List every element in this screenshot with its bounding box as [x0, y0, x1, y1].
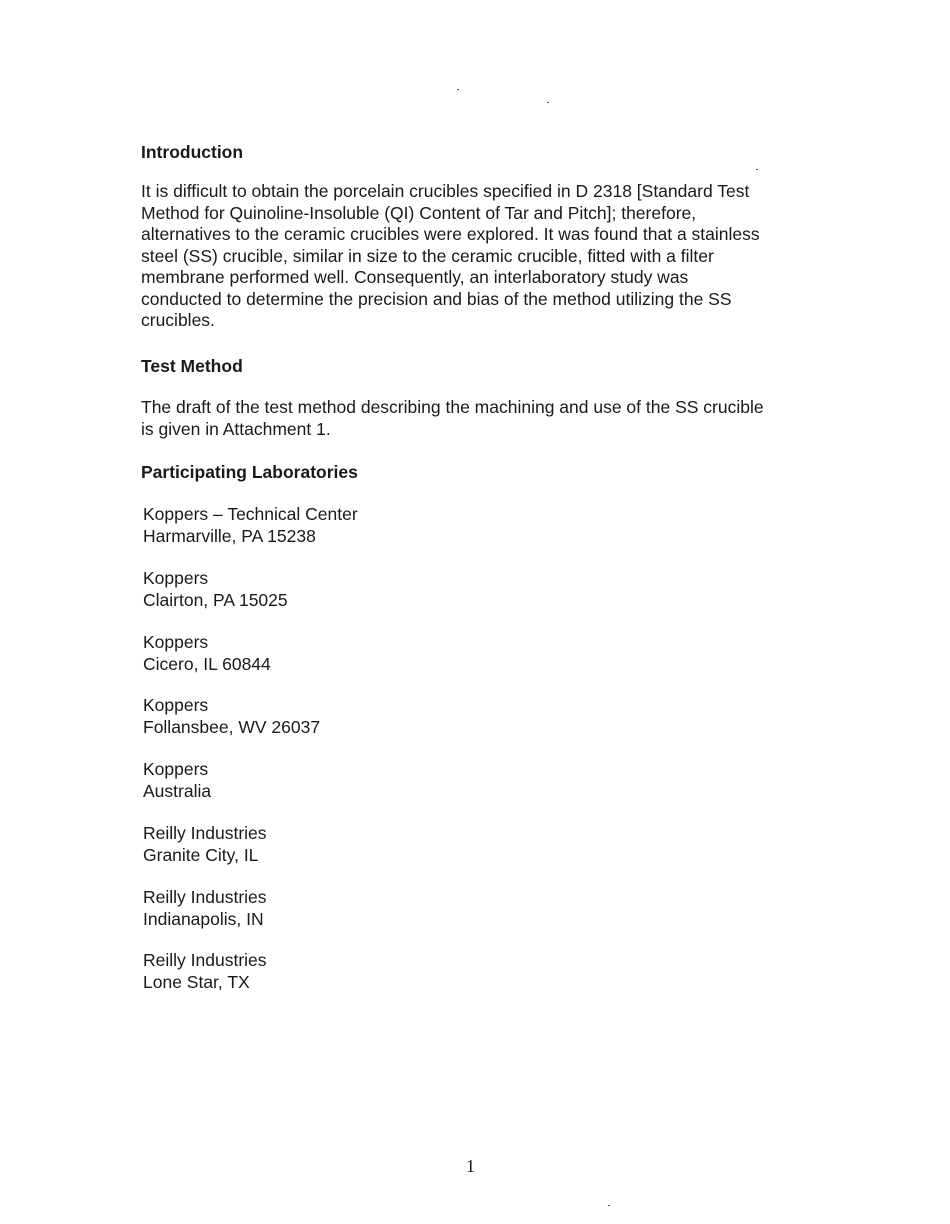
lab-location: Follansbee, WV 26037: [143, 716, 321, 737]
lab-location: Clairton, PA 15025: [143, 589, 288, 610]
scan-speck: [457, 89, 459, 90]
lab-location: Granite City, IL: [143, 844, 259, 865]
paragraph-line: membrane performed well. Consequently, an interlaboratory study was: [141, 267, 689, 287]
lab-location: Lone Star, TX: [143, 971, 250, 992]
paragraph-line: conducted to determine the precision and bias of the method utilizing the SS: [141, 288, 732, 309]
paragraph-line: It is difficult to obtain the porcelain crucibles specified in D 2318 [Standard Test: [141, 181, 750, 201]
lab-name: Koppers: [143, 695, 209, 715]
lab-name: Reilly Industries: [143, 887, 267, 907]
scan-speck: [608, 1205, 610, 1206]
lab-name: Koppers: [143, 759, 209, 779]
scan-speck: [756, 169, 758, 170]
paragraph-line: Method for Quinoline-Insoluble (QI) Content of Tar and Pitch]; therefore,: [141, 202, 697, 223]
test-method-heading: Test Method: [141, 356, 243, 376]
lab-location: Indianapolis, IN: [143, 908, 264, 929]
paragraph-line: steel (SS) crucible, similar in size to the ceramic crucible, fitted with a filter: [141, 245, 714, 266]
lab-location: Australia: [143, 780, 212, 801]
lab-name: Koppers – Technical Center: [143, 504, 358, 524]
lab-entry: [143, 950, 267, 993]
paragraph-line: alternatives to the ceramic crucibles were explored. It was found that a stainless: [141, 224, 760, 244]
lab-location: Harmarville, PA 15238: [143, 525, 316, 546]
introduction-heading: Introduction: [141, 142, 244, 162]
paragraph-line: crucibles.: [141, 310, 215, 330]
lab-name: Reilly Industries: [143, 950, 267, 970]
lab-entry: [143, 504, 358, 547]
lab-entry: [143, 568, 288, 611]
lab-entry: [143, 823, 267, 866]
lab-name: Koppers: [143, 632, 209, 652]
introduction-paragraph: [141, 181, 821, 332]
paragraph-line: The draft of the test method describing the machining and use of the SS crucible: [141, 397, 764, 417]
participating-laboratories-heading: Participating Laboratories: [141, 462, 358, 482]
lab-name: Reilly Industries: [143, 823, 267, 843]
scan-speck: [547, 102, 549, 103]
lab-location: Cicero, IL 60844: [143, 653, 271, 674]
lab-entry: [143, 695, 320, 738]
lab-entry: [143, 632, 271, 675]
test-method-paragraph: [141, 397, 821, 440]
page-number: 1: [466, 1156, 475, 1176]
lab-entry: [143, 759, 211, 802]
lab-name: Koppers: [143, 568, 209, 588]
lab-entry: [143, 887, 267, 930]
paragraph-line: is given in Attachment 1.: [141, 418, 331, 439]
